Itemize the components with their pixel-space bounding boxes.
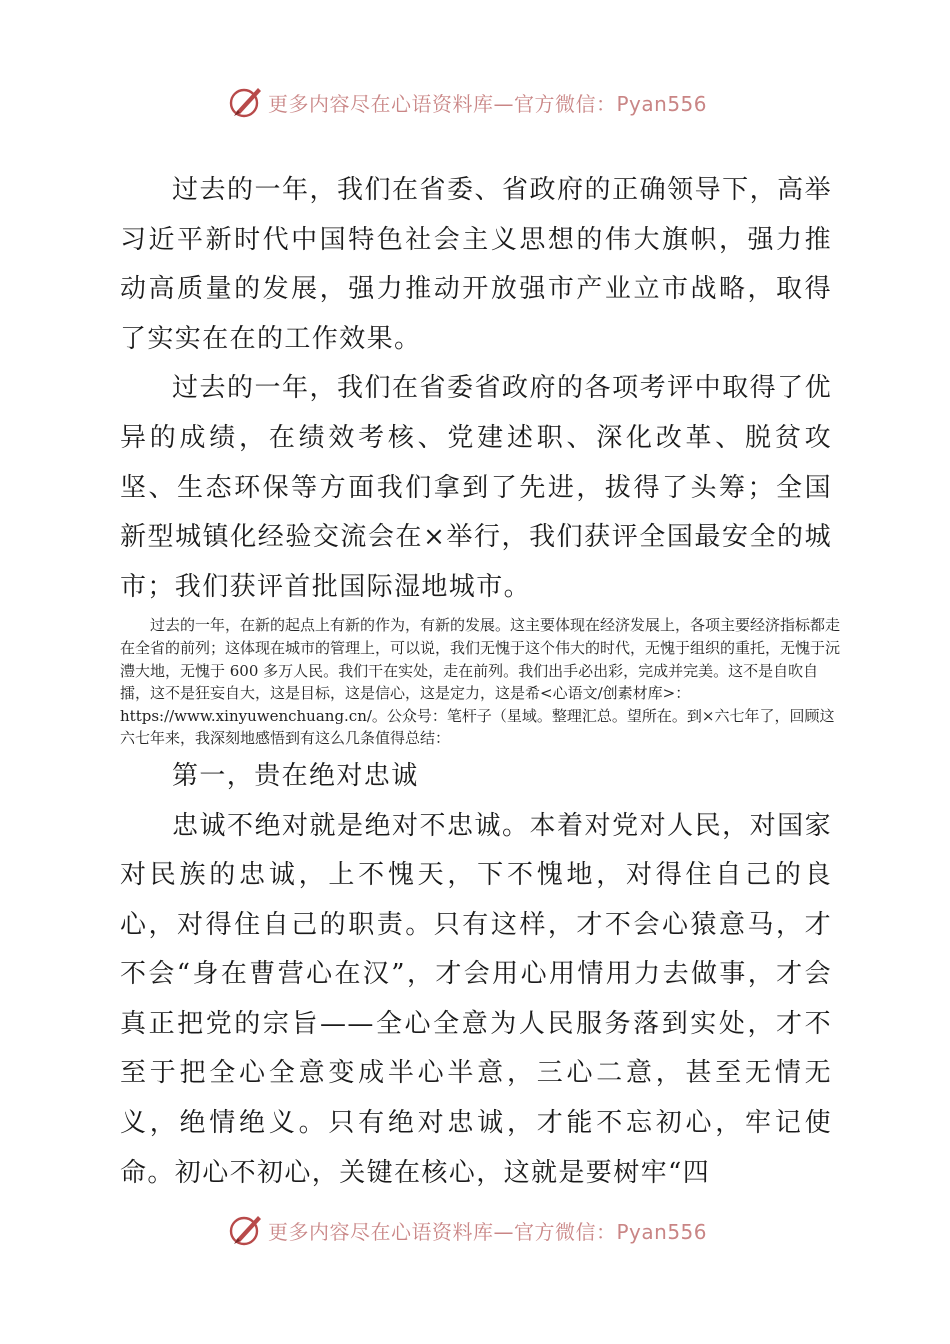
header-banner-text: 更多内容尽在心语资料库—官方微信：Pyan556 bbox=[268, 91, 708, 116]
footer-banner bbox=[228, 1212, 707, 1248]
document-body bbox=[120, 166, 841, 1198]
footer-banner-text: 更多内容尽在心语资料库—官方微信：Pyan556 bbox=[268, 1219, 708, 1244]
paragraph-1: 过去的一年，我们在省委、省政府的正确领导下，高举习近平新时代中国特色社会主义思想的伟大旗帜，强力推动高质量的发展，强力推动开放强市产业立市战略，取得了实实在在的工作效果。 bbox=[120, 175, 832, 354]
header-banner bbox=[228, 84, 707, 120]
paragraph-2: 过去的一年，我们在省委省政府的各项考评中取得了优异的成绩，在绩效考核、党建述职、深化改革、脱贫攻坚、生态环保等方面我们拿到了先进，拔得了头筹；全国新型城镇化经验交流会在×举行，我们获评全国最安全的城市；我们获评首批国际湿地城市。 bbox=[120, 373, 832, 602]
quill-logo-icon bbox=[228, 1212, 264, 1248]
paragraph-3: 忠诚不绝对就是绝对不忠诚。本着对党对人民，对国家对民族的忠诚，上不愧天，下不愧地，对得住自己的良心，对得住自己的职责。只有这样，才不会心猿意马，才不会“身在曹营心在汉”，才会用心用情用力去做事，才会真正把党的宗旨——全心全意为人民服务落到实处，才不至于把全心全意变成半心半意，三心二意，甚至无情无义，绝情绝义。只有绝对忠诚，才能不忘初心，牢记使命。初心不初心，关键在核心，这就是要树牢“四 bbox=[120, 810, 832, 1188]
section-heading: 第一，贵在绝对忠诚 bbox=[172, 760, 419, 791]
small-paragraph: 过去的一年，在新的起点上有新的作为，有新的发展。这主要体现在经济发展上，各项主要经济指标都走在全省的前列；这体现在城市的管理上，可以说，我们无愧于这个伟大的时代，无愧于组织的重托，无愧于沅澧大地，无愧于 600 多万人民。我们干在实处，走在前列。我们出手必出彩，完成并完美。这不是自吹自擂，这不是狂妄自大，这是目标，这是信心，这是定力，这是希<心语文/创素材库>：https://www.xinyuwenchuang.cn/。公众号：笔杆子（星域。整理汇总。望所在。到×六七年了，回顾这六七年来，我深刻地感悟到有这么几条值得总结： bbox=[120, 616, 841, 748]
quill-logo-icon bbox=[228, 84, 264, 120]
